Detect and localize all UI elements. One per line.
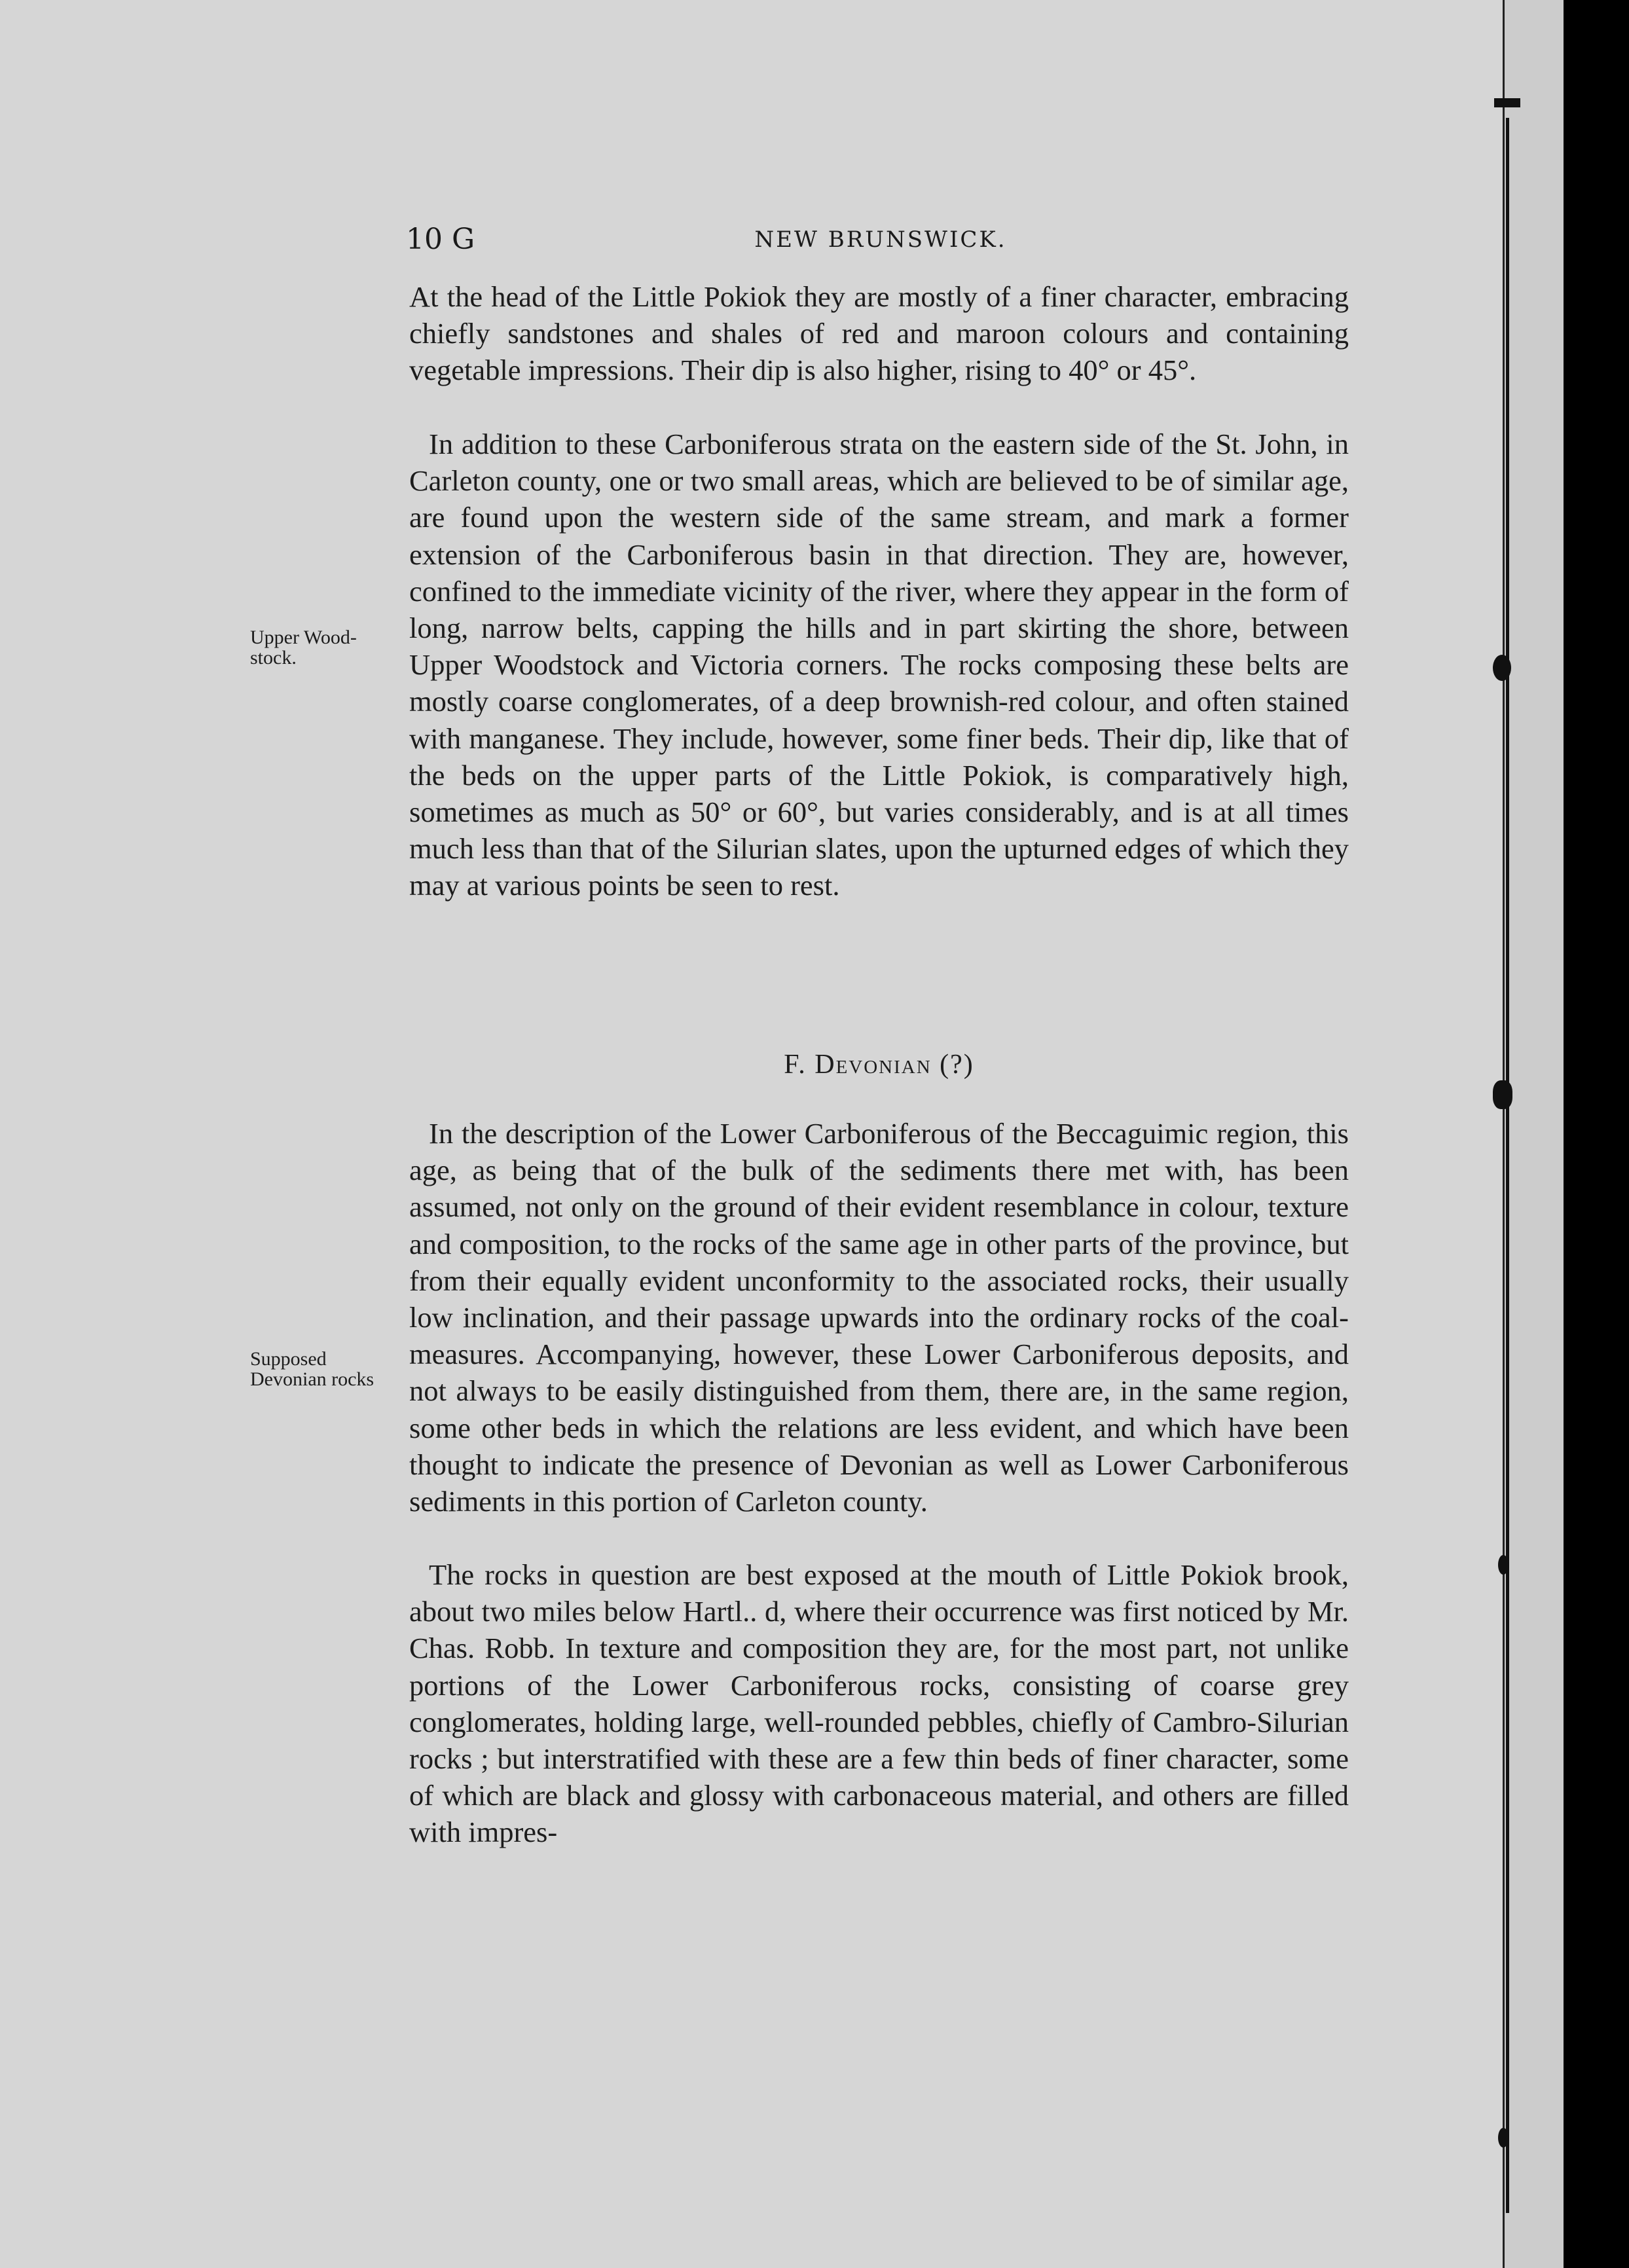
section-letter: F.	[784, 1050, 807, 1080]
facing-page-edge	[1503, 0, 1564, 2268]
gutter-mark	[1498, 1555, 1509, 1575]
margin-note-supposed-devonian	[250, 1349, 374, 1389]
gutter-mark	[1498, 2128, 1509, 2148]
margin-note-line: Supposed	[250, 1348, 327, 1370]
gutter-mark	[1494, 98, 1520, 107]
paragraph-beccaguimic: In the description of the Lower Carboniferous of the Beccaguimic region, this age, as being that of the bulk of the sediments there met with, has been assumed, not only on the ground of their evident resemblance in colour, texture and composition, to the rocks of the same age in other parts of the province, but from their equally evident unconformity to the associated rocks, their usually low inclination, and their passage upwards into the ordinary rocks of the coal-measures. Accompanying, however, these Lower Carboniferous deposits, and not always to be easily distinguished from them, there are, in the same region, some other beds in which the relations are less evident, and which have been thought to indicate the presence of Devonian as well as Lower Carboniferous sediments in this portion of Carleton county.	[409, 1117, 1349, 1518]
section-title: Devonian (?)	[814, 1050, 974, 1080]
page-gutter-line	[1506, 118, 1509, 2213]
paragraph-carleton-county: In addition to these Carboniferous strata on the eastern side of the St. John, in Carleton county, one or two small areas, which are believed to be of similar age, are found upon the western side of the same stream, and mark a former extension of the Carboniferous basin in that direction. They are, however, confined to the immediate vicinity of the river, where they appear in the form of long, narrow belts, capping the hills and in part skirting the shore, between Upper Woodstock and Victoria corners. The rocks composing these belts are mostly coarse conglomerates, of a deep brownish-red colour, and often stained with manganese. They include, however, some finer beds. Their dip, like that of the beds on the upper parts of the Little Pokiok, is comparatively high, sometimes as much as 50° or 60°, but varies considerably, and is at all times much less than that of the Silurian slates, upon the upturned edges of which they may at various points be seen to rest.	[409, 428, 1349, 902]
paragraph-rocks-in-question: The rocks in question are best exposed at the mouth of Little Pokiok brook, about two miles below Hartl.. d, where their occurrence was first noticed by Mr. Chas. Robb. In texture and composition they are, for the most part, not unlike portions of the Lower Carboniferous rocks, consisting of coarse grey conglomerates, holding large, well-rounded pebbles, chiefly of Cambro-Silurian rocks ; but interstratified with these are a few thin beds of finer character, some of which are black and glossy with carbonaceous material, and others are filled with impres-	[409, 1558, 1349, 1849]
margin-note-line: stock.	[250, 647, 297, 668]
margin-note-line: Devonian rocks	[250, 1368, 375, 1390]
running-head	[406, 223, 1355, 262]
section-heading	[409, 1049, 1349, 1080]
gutter-mark	[1493, 655, 1511, 681]
margin-note-upper-woodstock	[250, 627, 357, 668]
margin-note-line: Upper Wood-	[250, 627, 357, 648]
paragraph-little-pokiok: At the head of the Little Pokiok they are mostly of a finer character, embracing chiefly sandstones and shales of red and maroon colours and containing vegetable impressions. Their dip is also higher, rising to 40° or 45°.	[409, 280, 1349, 387]
running-title: NEW BRUNSWICK.	[754, 227, 1007, 253]
page-number: 10 G	[406, 223, 475, 256]
gutter-mark	[1493, 1080, 1512, 1109]
